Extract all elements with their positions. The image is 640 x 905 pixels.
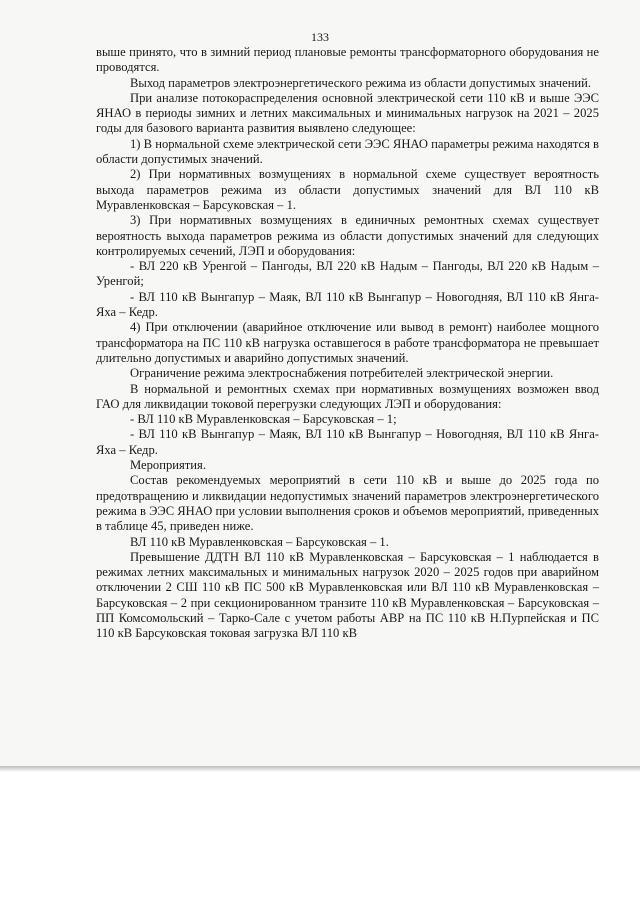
paragraph: При анализе потокораспределения основной электрической сети 110 кВ и выше ЭЭС ЯНАО в периоды зимних и летних максимальных и минимальных нагрузок на 2021 – 2025 годы для базового варианта развития выявлено следующее: bbox=[96, 90, 599, 136]
paragraph: Состав рекомендуемых мероприятий в сети 110 кВ и выше до 2025 года по предотвращению и ликвидации недопустимых значений параметров электроэнергетического режима в ЭЭС ЯНАО при условии выполнения сроков и объемов мероприятий, приведенных в таблице 45, приведен ниже. bbox=[96, 473, 599, 534]
paragraph-heading: Ограничение режима электроснабжения потребителей электрической энергии. bbox=[130, 366, 554, 381]
paragraph-heading: Мероприятия. bbox=[130, 458, 206, 473]
body-text bbox=[96, 45, 599, 642]
paragraph-heading: ВЛ 110 кВ Муравленковская – Барсуковская – 1. bbox=[130, 534, 389, 549]
list-item: 4) При отключении (аварийное отключение или вывод в ремонт) наиболее мощного трансформатора на ПС 110 кВ нагрузка оставшегося в работе трансформатора не превышает длительно допустимых и аварийно допустимых значений. bbox=[96, 320, 599, 365]
paragraph: В нормальной и ремонтных схемах при нормативных возмущениях возможен ввод ГАО для ликвидации токовой перегрузки следующих ЛЭП и оборудования: bbox=[96, 381, 599, 411]
dash-item: - ВЛ 110 кВ Муравленковская – Барсуковская – 1; bbox=[130, 412, 397, 427]
list-item: 3) При нормативных возмущениях в единичных ремонтных схемах существует вероятность выхода параметров режима из области допустимых значений для следующих контролируемых сечений, ЛЭП и оборудования: bbox=[96, 213, 599, 258]
list-item: 2) При нормативных возмущениях в нормальной схеме существует вероятность выхода параметров режима из области допустимых значений для ВЛ 110 кВ Муравленковская – Барсуковская – 1. bbox=[96, 167, 599, 212]
dash-item: - ВЛ 110 кВ Вынгапур – Маяк, ВЛ 110 кВ Вынгапур – Новогодняя, ВЛ 110 кВ Янга-Яха – Кедр. bbox=[96, 427, 599, 457]
page-number: 133 bbox=[311, 30, 329, 44]
page-edge-shadow bbox=[0, 766, 640, 772]
paragraph-heading: Выход параметров электроэнергетического режима из области допустимых значений. bbox=[130, 75, 592, 90]
paragraph: Превышение ДДТН ВЛ 110 кВ Муравленковская – Барсуковская – 1 наблюдается в режимах летних максимальных и минимальных нагрузок 2020 – 2025 годов при аварийном отключении 2 СШ 110 кВ ПС 500 кВ Муравленковская или ВЛ 110 кВ Муравленковская – Барсуковская – 2 при секционированном транзите 110 кВ Муравленковская – Барсуковская – ПП Комсомольский – Тарко-Сале с учетом работы АВР на ПС 110 кВ Н.Пурпейская и ПС 110 кВ Барсуковская токовая загрузка ВЛ 110 кВ bbox=[96, 549, 599, 641]
paragraph: выше принято, что в зимний период плановые ремонты трансформаторного оборудования не проводятся. bbox=[96, 45, 599, 75]
dash-item: - ВЛ 110 кВ Вынгапур – Маяк, ВЛ 110 кВ Вынгапур – Новогодняя, ВЛ 110 кВ Янга-Яха – Кедр. bbox=[96, 289, 599, 320]
dash-item: - ВЛ 220 кВ Уренгой – Пангоды, ВЛ 220 кВ Надым – Пангоды, ВЛ 220 кВ Надым – Уренгой; bbox=[96, 259, 599, 289]
list-item: 1) В нормальной схеме электрической сети ЭЭС ЯНАО параметры режима находятся в области допустимых значений. bbox=[96, 136, 599, 167]
